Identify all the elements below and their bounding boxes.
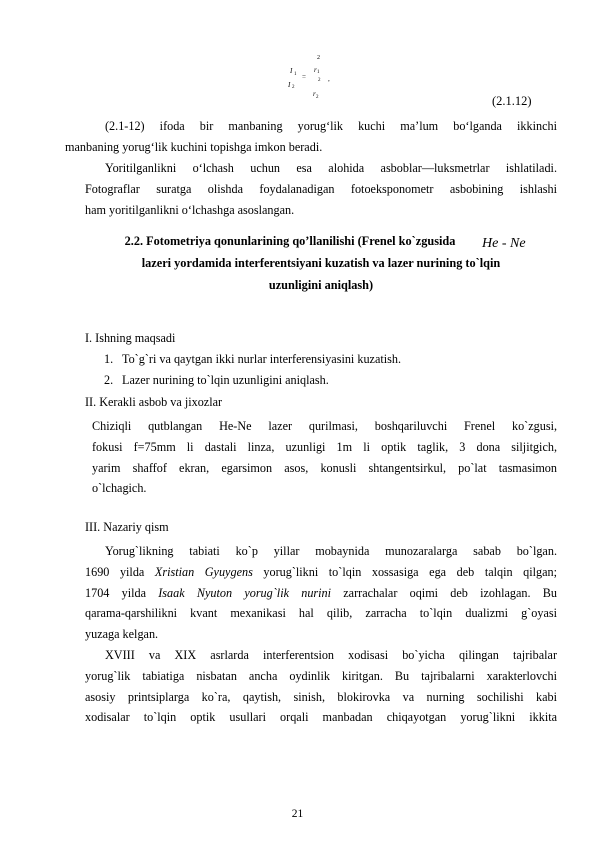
text-line: manbaning yorug‘lik kuchini topishga imkon beradi. bbox=[65, 139, 323, 154]
text-segment: 1704 yilda bbox=[85, 585, 159, 600]
formula-r1-exponent: 2 bbox=[317, 55, 320, 61]
text-line: (2.1-12) ifoda bir manbaning yorug‘lik kuchi ma’lum bo‘lganda ikkinchi bbox=[105, 119, 557, 133]
text-line: Yoritilganlikni o‘lchash uchun esa alohida asboblar—luksmetrlar ishlatiladi. bbox=[105, 161, 557, 175]
section-equipment-title: II. Kerakli asbob va jixozlar bbox=[85, 395, 223, 409]
huygens-name: Xristian Gyuygens bbox=[154, 564, 253, 579]
newton-phrase: Isaak Nyuton yorug`lik nurini bbox=[158, 585, 332, 600]
text-line: Yorug`likning tabiati ko`p yillar mobaynida munozaralarga sabab bo`lgan. bbox=[105, 544, 557, 558]
formula-r2-subscript: 2 bbox=[316, 95, 319, 100]
heading-line: uzunligini aniqlash) bbox=[268, 278, 374, 292]
text-segment: 1690 yilda bbox=[85, 564, 155, 579]
text-line: Fotograflar suratga olishda foydalanadigan fotoeksponometr asbobining ishlashi bbox=[85, 181, 557, 196]
section-goal-title: I. Ishning maqsadi bbox=[85, 331, 176, 345]
goal-item-number: 2. bbox=[104, 373, 114, 387]
text-line: fokusi f=75mm li dastali linza, uzunligi 1m li optik taglik, 3 dona siljitgich, bbox=[92, 439, 557, 454]
text-line: o`lchagich. bbox=[92, 481, 147, 496]
text-line: asosiy printsiplarga ko`ra, qaytish, sinish, blokirovka va nurning sochilishi kabi bbox=[85, 689, 557, 704]
section-theory-title: III. Nazariy qism bbox=[85, 520, 169, 534]
text-line bbox=[85, 562, 557, 583]
goal-item-text: Lazer nurining to`lqin uzunligini aniqlash. bbox=[122, 373, 329, 387]
heading-line: 2.2. Fotometriya qonunlarining qo’llanilishi (Frenel ko`zgusida bbox=[124, 234, 456, 248]
text-line: XVIII va XIX asrlarda interferentsion xodisasi bo`yicha qilingan tajribalar bbox=[105, 648, 557, 662]
formula-numerator-symbol: I bbox=[290, 67, 293, 75]
goal-item-number: 1. bbox=[104, 352, 114, 366]
text-line: xodisalar to`lqin optik usullari orqali manbadan chiqayotgan yorug`likni ikkita bbox=[85, 710, 557, 725]
text-line: yarim shaffof ekran, egarsimon asos, konusli shtangentsirkul, po`lat tasmasimon bbox=[92, 460, 557, 475]
heading-line: lazeri yordamida interferentsiyani kuzatish va lazer nurining to`lqin bbox=[141, 256, 501, 270]
formula-numerator-subscript: 1 bbox=[294, 72, 297, 77]
paragraph-formula-explanation bbox=[65, 116, 557, 158]
text-line: ham yoritilganlikni o‘lchashga asoslangan. bbox=[85, 202, 295, 217]
formula-r2-symbol: r bbox=[313, 90, 316, 98]
text-line: yorug`lik tabiatiga nisbatan ancha oydinlik kiritgan. Bu tajribalarni xarakterlovchi bbox=[85, 668, 557, 683]
text-line: qarama-qarshilikni kvant mexanikasi hal qilib, zarracha to`lqin dualizmi g`oyasi bbox=[85, 606, 557, 621]
paragraph-theory-history bbox=[85, 541, 557, 645]
formula-equals: = bbox=[302, 73, 306, 81]
formula-r1-subscript: 1 bbox=[317, 70, 320, 75]
paragraph-equipment bbox=[92, 416, 557, 499]
formula-2-1-12 bbox=[286, 28, 346, 106]
text-line: Chiziqli qutblangan He-Ne lazer qurilmasi, boshqariluvchi Frenel ko`zgusi, bbox=[92, 419, 557, 433]
equation-number: (2.1.12) bbox=[492, 94, 532, 108]
formula-r2-exponent: 2 bbox=[318, 78, 321, 83]
formula-r1-symbol: r bbox=[314, 66, 317, 74]
formula-denominator-symbol: I bbox=[288, 81, 291, 89]
text-line bbox=[85, 583, 557, 604]
paragraph-theory-interference bbox=[85, 645, 557, 728]
goal-item-text: To`g`ri va qaytgan ikki nurlar interferensiyasini kuzatish. bbox=[122, 352, 402, 366]
formula-comma: , bbox=[328, 75, 330, 83]
paragraph-luxmeter bbox=[85, 158, 557, 220]
text-line: yuzaga kelgan. bbox=[85, 627, 159, 642]
formula-denominator-subscript: 2 bbox=[292, 85, 295, 90]
text-segment: yorug`likni to`lqin xossasiga ega deb talqin qilgan; bbox=[252, 564, 557, 579]
page-number: 21 bbox=[291, 808, 304, 820]
he-ne-laser-label: He - Ne bbox=[482, 236, 526, 251]
text-segment: zarrachalar oqimi deb izohlagan. Bu bbox=[331, 585, 558, 600]
